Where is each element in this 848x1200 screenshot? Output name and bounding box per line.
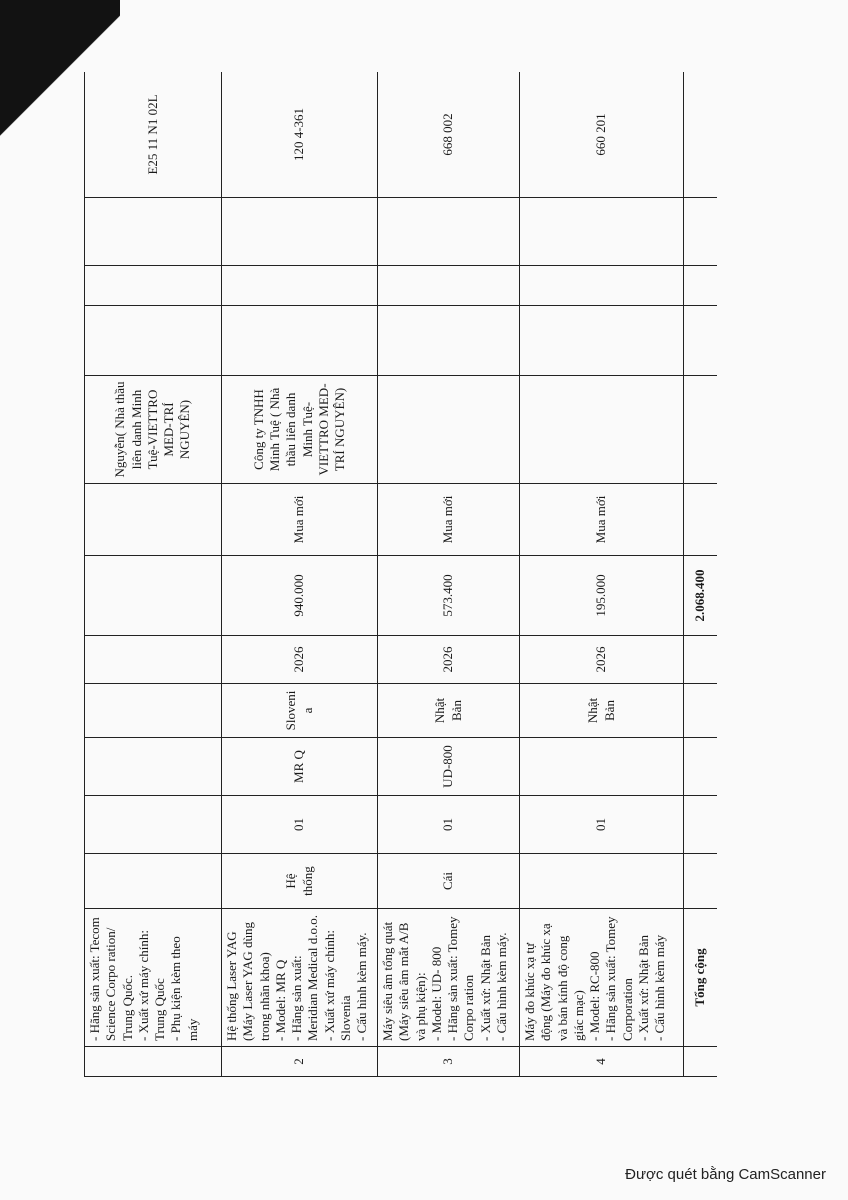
empty-cell <box>684 484 718 556</box>
total-row <box>684 72 718 1077</box>
item-year: 2026 <box>378 636 520 684</box>
item-origin <box>85 684 222 738</box>
scanner-watermark: Được quét bằng CamScanner <box>625 1166 826 1183</box>
item-unit <box>520 854 684 909</box>
item-price: 940.000 <box>222 556 378 636</box>
total-label: Tổng cộng <box>684 909 718 1047</box>
item-model: UD-800 <box>378 738 520 796</box>
item-unit: Hệ thống <box>222 854 378 909</box>
row-number: 2 <box>222 1047 378 1077</box>
item-unit <box>85 854 222 909</box>
empty-cell <box>684 684 718 738</box>
item-description: Máy siêu âm tổng quát (Máy siêu âm mắt A/B và phụ kiện): - Model: UD- 800 - Hãng sản xuất: Tomey Corpo ration - Xuất xứ: Nhật Bản - Cấu hình kèm máy. <box>378 909 520 1047</box>
item-status: Mua mới <box>222 484 378 556</box>
item-price: 573.400 <box>378 556 520 636</box>
item-description: Máy đo khúc xạ tự động (Máy đo khúc xạ và bán kính độ cong giác mạc) - Model: RC-800 - Hãng sản xuất: Tomey Corporation - Xuất xứ: Nhật Bản - Cấu hình kèm máy <box>520 909 684 1047</box>
empty-cell <box>684 198 718 266</box>
empty-cell <box>684 854 718 909</box>
item-code: 668 002 <box>378 72 520 198</box>
item-code: E25 11 N1 02L <box>85 72 222 198</box>
empty-cell <box>684 636 718 684</box>
item-quantity: 01 <box>222 796 378 854</box>
empty-cell <box>684 738 718 796</box>
item-status: Mua mới <box>378 484 520 556</box>
item-origin: Nhật Bản <box>520 684 684 738</box>
equipment-table <box>84 72 717 1077</box>
table-row <box>222 72 378 1077</box>
item-origin: Sloveni a <box>222 684 378 738</box>
empty-cell <box>378 306 520 376</box>
item-year <box>85 636 222 684</box>
item-unit: Cái <box>378 854 520 909</box>
empty-cell <box>85 198 222 266</box>
row-number <box>85 1047 222 1077</box>
empty-cell <box>684 266 718 306</box>
item-price <box>85 556 222 636</box>
total-value: 2.068.400 <box>684 556 718 636</box>
item-origin: Nhật Bản <box>378 684 520 738</box>
item-status: Mua mới <box>520 484 684 556</box>
item-model <box>520 738 684 796</box>
item-model: MR Q <box>222 738 378 796</box>
empty-cell <box>378 266 520 306</box>
table-row <box>520 72 684 1077</box>
item-contractor <box>520 376 684 484</box>
item-model <box>85 738 222 796</box>
empty-cell <box>222 306 378 376</box>
empty-cell <box>222 266 378 306</box>
table-row <box>378 72 520 1077</box>
item-contractor: Nguyễn( Nhà thầu liên danh Minh Tuệ-VIETTRO MED-TRÍ NGUYÊN) <box>85 376 222 484</box>
empty-cell <box>684 796 718 854</box>
item-description: - Hãng sản xuất: Tecom Science Corpo ration/ Trung Quốc. - Xuất xứ máy chính: Trung Quốc - Phụ kiện kèm theo máy <box>85 909 222 1047</box>
equipment-table-area <box>84 72 717 1077</box>
empty-cell <box>85 306 222 376</box>
empty-cell <box>684 306 718 376</box>
item-year: 2026 <box>222 636 378 684</box>
item-quantity: 01 <box>520 796 684 854</box>
item-status <box>85 484 222 556</box>
empty-cell <box>520 198 684 266</box>
empty-cell <box>520 266 684 306</box>
item-code: 120 4-361 <box>222 72 378 198</box>
item-code: 660 201 <box>520 72 684 198</box>
empty-cell <box>684 72 718 198</box>
item-year: 2026 <box>520 636 684 684</box>
empty-cell <box>85 266 222 306</box>
item-contractor: Công ty TNHH Minh Tuệ ( Nhà thầu liên danh Minh Tuệ-VIETTRO MED-TRÍ NGUYÊN) <box>222 376 378 484</box>
item-price: 195.000 <box>520 556 684 636</box>
item-description: Hệ thống Laser YAG (Máy Laser YAG dùng trong nhãn khoa) - Model: MR Q - Hãng sản xuất: Meridian Medical d.o.o. - Xuất xứ máy chính: Slovenia - Cấu hình kèm máy. <box>222 909 378 1047</box>
row-number: 4 <box>520 1047 684 1077</box>
item-quantity: 01 <box>378 796 520 854</box>
empty-cell <box>684 1047 718 1077</box>
empty-cell <box>520 306 684 376</box>
item-quantity <box>85 796 222 854</box>
empty-cell <box>684 376 718 484</box>
item-contractor <box>378 376 520 484</box>
empty-cell <box>378 198 520 266</box>
empty-cell <box>222 198 378 266</box>
row-number: 3 <box>378 1047 520 1077</box>
table-row <box>85 72 222 1077</box>
